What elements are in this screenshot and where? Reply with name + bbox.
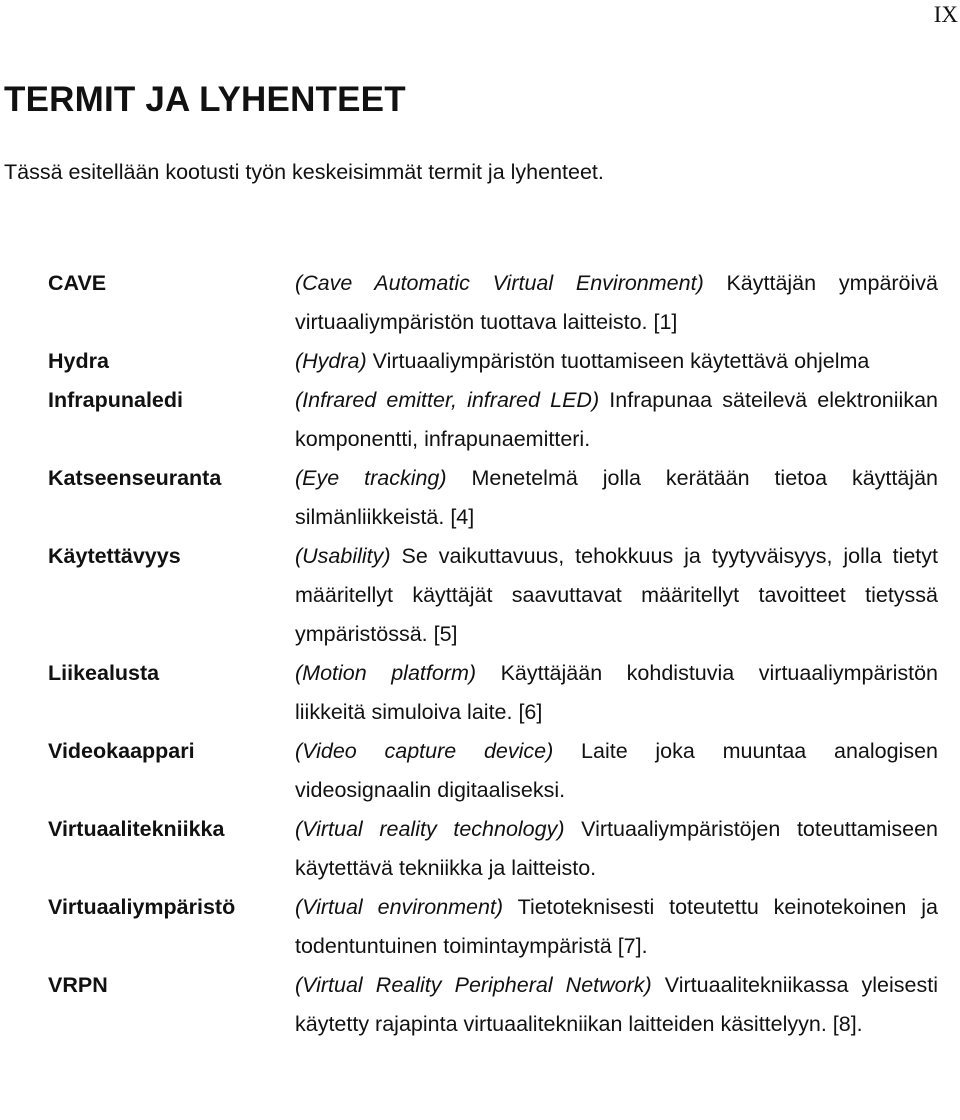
definition-text: Se vaikuttavuus, tehokkuus ja tyytyväisyys, jolla tietyt määritellyt käyttäjät saavuttavat määritellyt tavoitteet tietyssä ympäristössä. [5] [295, 544, 938, 646]
glossary-definition [295, 381, 938, 459]
english-term: (Video capture device) [295, 739, 554, 763]
glossary-term: Katseenseuranta [48, 466, 222, 490]
glossary-entry-virtuaalitekniikka [48, 810, 938, 888]
glossary-list [48, 264, 938, 1044]
definition-text: Virtuaaliympäristöjen toteuttamiseen käytettävä tekniikka ja laitteisto. [295, 817, 938, 880]
glossary-entry-katseenseuranta [48, 459, 938, 537]
definition-text: Käyttäjään kohdistuvia virtuaaliympäristön liikkeitä simuloiva laite. [6] [295, 661, 938, 724]
glossary-definition [295, 810, 938, 888]
glossary-term: Hydra [48, 349, 109, 373]
english-term: (Virtual environment) [295, 895, 504, 919]
glossary-term: Videokaappari [48, 739, 195, 763]
glossary-entry-hydra [48, 342, 938, 381]
glossary-term: Käytettävyys [48, 544, 181, 568]
definition-text: Laite joka muuntaa analogisen videosignaalin digitaaliseksi. [295, 739, 938, 802]
definition-text: Infrapunaa säteilevä elektroniikan komponentti, infrapunaemitteri. [295, 388, 938, 451]
definition-text: Tietoteknisesti toteutettu keinotekoinen ja todentuntuinen toimintaympäristä [7]. [295, 895, 938, 958]
glossary-definition [295, 459, 938, 537]
glossary-term: Virtuaalitekniikka [48, 817, 225, 841]
glossary-entry-kaytettavyys [48, 537, 938, 654]
glossary-definition [295, 537, 938, 654]
page-title: TERMIT JA LYHENTEET [4, 80, 406, 119]
glossary-definition [295, 732, 938, 810]
english-term: (Usability) [295, 544, 391, 568]
intro-text: Tässä esitellään kootusti työn keskeisimmät termit ja lyhenteet. [4, 160, 604, 184]
glossary-term: Virtuaaliympäristö [48, 895, 236, 919]
page-number: IX [933, 2, 958, 27]
glossary-entry-cave [48, 264, 938, 342]
english-term: (Cave Automatic Virtual Environment) [295, 271, 704, 295]
glossary-entry-liikealusta [48, 654, 938, 732]
english-term: (Infrared emitter, infrared LED) [295, 388, 600, 412]
definition-text: Virtuaaliympäristön tuottamiseen käytettävä ohjelma [366, 349, 870, 373]
glossary-entry-virtuaaliymparisto [48, 888, 938, 966]
glossary-definition [295, 966, 938, 1044]
glossary-term: Infrapunaledi [48, 388, 183, 412]
glossary-term: Liikealusta [48, 661, 160, 685]
english-term: (Eye tracking) [295, 466, 447, 490]
definition-text: Menetelmä jolla kerätään tietoa käyttäjän silmänliikkeistä. [4] [295, 466, 938, 529]
english-term: (Virtual Reality Peripheral Network) [295, 973, 652, 997]
glossary-term: VRPN [48, 973, 108, 997]
english-term: (Motion platform) [295, 661, 477, 685]
definition-text: Käyttäjän ympäröivä virtuaaliympäristön tuottava laitteisto. [1] [295, 271, 938, 334]
glossary-entry-infrapunaledi [48, 381, 938, 459]
glossary-definition [295, 342, 938, 381]
glossary-entry-vrpn [48, 966, 938, 1044]
glossary-definition [295, 264, 938, 342]
english-term: (Hydra) [295, 349, 367, 373]
glossary-definition [295, 654, 938, 732]
english-term: (Virtual reality technology) [295, 817, 565, 841]
glossary-entry-videokaappari [48, 732, 938, 810]
glossary-definition [295, 888, 938, 966]
definition-text: Virtuaalitekniikassa yleisesti käytetty rajapinta virtuaalitekniikan laitteiden käsittelyyn. [8]. [295, 973, 938, 1036]
glossary-term: CAVE [48, 271, 107, 295]
